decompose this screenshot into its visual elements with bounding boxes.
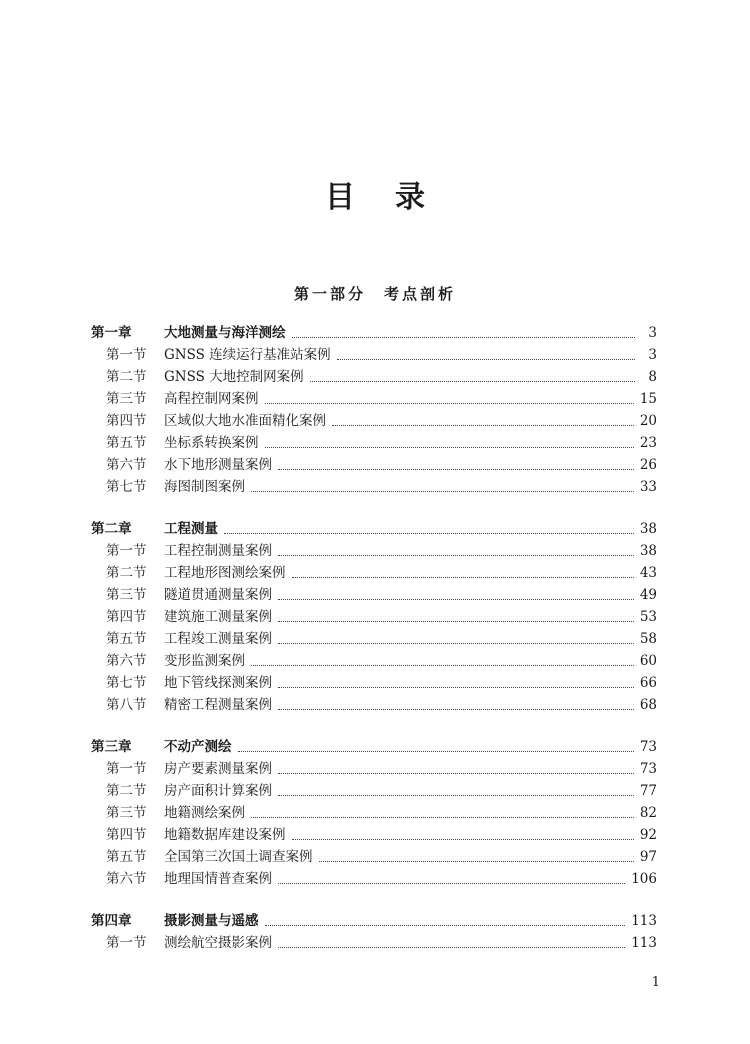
toc-section-entry[interactable] [91, 780, 657, 802]
toc-chapter-entry[interactable] [91, 518, 657, 540]
section-page: 82 [639, 805, 657, 821]
section-number: 第一节 [106, 935, 147, 951]
toc-section-entry[interactable] [91, 432, 657, 454]
dot-leader [292, 838, 634, 840]
section-page: 53 [639, 609, 657, 625]
dot-leader [278, 468, 634, 470]
dot-leader [251, 664, 634, 666]
section-title: 高程控制网案例 [164, 391, 259, 407]
toc-section-entry[interactable] [91, 672, 657, 694]
section-title: 工程竣工测量案例 [164, 631, 272, 647]
section-title: 区域似大地水准面精化案例 [164, 413, 326, 429]
section-page: 43 [639, 565, 657, 581]
chapter-title: 大地测量与海洋测绘 [164, 325, 286, 341]
section-page: 68 [639, 697, 657, 713]
section-number: 第四节 [106, 827, 147, 843]
section-number: 第一节 [106, 543, 147, 559]
toc-section-entry[interactable] [91, 758, 657, 780]
section-title: 建筑施工测量案例 [164, 609, 272, 625]
dot-leader [265, 446, 634, 448]
section-number: 第七节 [106, 479, 147, 495]
dot-leader [278, 794, 634, 796]
toc-section-entry[interactable] [91, 366, 657, 388]
dot-leader [224, 532, 634, 534]
dot-leader [278, 772, 634, 774]
section-number: 第三节 [106, 805, 147, 821]
toc-section-entry[interactable] [91, 454, 657, 476]
section-title: 房产面积计算案例 [164, 783, 272, 799]
section-title: GNSS 连续运行基准站案例 [164, 347, 331, 363]
section-title: 房产要素测量案例 [164, 761, 272, 777]
section-title: 水下地形测量案例 [164, 457, 272, 473]
section-title: 工程地形图测绘案例 [164, 565, 286, 581]
dot-leader [319, 860, 634, 862]
chapter-title: 不动产测绘 [164, 739, 232, 755]
section-number: 第三节 [106, 391, 147, 407]
section-title: 地理国情普查案例 [164, 871, 272, 887]
dot-leader [278, 882, 625, 884]
dot-leader [278, 598, 634, 600]
section-title: 坐标系转换案例 [164, 435, 259, 451]
section-number: 第七节 [106, 675, 147, 691]
dot-leader [292, 336, 636, 338]
section-page: 33 [639, 479, 657, 495]
toc-section-entry[interactable] [91, 694, 657, 716]
chapter-title: 工程测量 [164, 521, 218, 537]
section-number: 第二节 [106, 565, 147, 581]
section-page: 113 [631, 935, 657, 951]
section-title: 隧道贯通测量案例 [164, 587, 272, 603]
dot-leader [337, 358, 635, 360]
chapter-page: 38 [639, 521, 657, 537]
section-number: 第八节 [106, 697, 147, 713]
dot-leader [332, 424, 634, 426]
dot-leader [278, 708, 634, 710]
section-number: 第五节 [106, 631, 147, 647]
section-title: 精密工程测量案例 [164, 697, 272, 713]
toc-section-entry[interactable] [91, 868, 657, 890]
section-page: 106 [631, 871, 657, 887]
toc-section-entry[interactable] [91, 562, 657, 584]
section-number: 第六节 [106, 457, 147, 473]
chapter-number: 第二章 [91, 521, 132, 537]
section-page: 8 [648, 369, 657, 385]
toc-chapter-entry[interactable] [91, 736, 657, 758]
page-title: 目录 [325, 180, 465, 215]
section-number: 第二节 [106, 783, 147, 799]
section-page: 3 [648, 347, 657, 363]
toc-section-entry[interactable] [91, 388, 657, 410]
section-page: 97 [639, 849, 657, 865]
chapter-block [91, 518, 657, 716]
dot-leader [278, 686, 634, 688]
dot-leader [265, 924, 626, 926]
toc-section-entry[interactable] [91, 476, 657, 498]
section-page: 49 [639, 587, 657, 603]
section-page: 58 [639, 631, 657, 647]
toc-section-entry[interactable] [91, 344, 657, 366]
table-of-contents [91, 322, 657, 974]
section-page: 77 [639, 783, 657, 799]
toc-section-entry[interactable] [91, 824, 657, 846]
part-title: 第一部分 考点剖析 [293, 285, 456, 303]
chapter-block [91, 736, 657, 890]
section-page: 26 [639, 457, 657, 473]
section-page: 66 [639, 675, 657, 691]
section-title: 地籍测绘案例 [164, 805, 245, 821]
section-title: 测绘航空摄影案例 [164, 935, 272, 951]
chapter-page: 113 [631, 913, 657, 929]
toc-section-entry[interactable] [91, 650, 657, 672]
section-number: 第六节 [106, 871, 147, 887]
section-page: 38 [639, 543, 657, 559]
section-number: 第二节 [106, 369, 147, 385]
section-page: 20 [639, 413, 657, 429]
toc-section-entry[interactable] [91, 584, 657, 606]
section-number: 第四节 [106, 609, 147, 625]
section-number: 第一节 [106, 761, 147, 777]
section-title: 工程控制测量案例 [164, 543, 272, 559]
section-page: 92 [639, 827, 657, 843]
section-number: 第三节 [106, 587, 147, 603]
dot-leader [238, 750, 634, 752]
section-title: 地下管线探测案例 [164, 675, 272, 691]
dot-leader [278, 946, 625, 948]
section-page: 73 [639, 761, 657, 777]
section-page: 23 [639, 435, 657, 451]
dot-leader [265, 402, 634, 404]
toc-section-entry[interactable] [91, 540, 657, 562]
chapter-number: 第三章 [91, 739, 132, 755]
chapter-block [91, 322, 657, 498]
section-number: 第五节 [106, 435, 147, 451]
toc-section-entry[interactable] [91, 606, 657, 628]
section-page: 60 [639, 653, 657, 669]
dot-leader [278, 642, 634, 644]
section-number: 第五节 [106, 849, 147, 865]
dot-leader [292, 576, 634, 578]
toc-chapter-entry[interactable] [91, 322, 657, 344]
toc-section-entry[interactable] [91, 410, 657, 432]
toc-section-entry[interactable] [91, 846, 657, 868]
section-number: 第六节 [106, 653, 147, 669]
section-number: 第一节 [106, 347, 147, 363]
page-number: 1 [651, 975, 660, 990]
section-title: 海图制图案例 [164, 479, 245, 495]
section-page: 15 [639, 391, 657, 407]
section-title: GNSS 大地控制网案例 [164, 369, 304, 385]
toc-section-entry[interactable] [91, 628, 657, 650]
chapter-block [91, 910, 657, 954]
section-number: 第四节 [106, 413, 147, 429]
section-title: 全国第三次国土调查案例 [164, 849, 313, 865]
chapter-page: 3 [648, 325, 657, 341]
dot-leader [251, 816, 634, 818]
toc-chapter-entry[interactable] [91, 910, 657, 932]
dot-leader [278, 620, 634, 622]
chapter-number: 第四章 [91, 913, 132, 929]
section-title: 变形监测案例 [164, 653, 245, 669]
toc-section-entry[interactable] [91, 802, 657, 824]
dot-leader [251, 490, 634, 492]
dot-leader [278, 554, 634, 556]
chapter-title: 摄影测量与遥感 [164, 913, 259, 929]
chapter-page: 73 [639, 739, 657, 755]
toc-section-entry[interactable] [91, 932, 657, 954]
section-title: 地籍数据库建设案例 [164, 827, 286, 843]
chapter-number: 第一章 [91, 325, 132, 341]
dot-leader [310, 380, 635, 382]
